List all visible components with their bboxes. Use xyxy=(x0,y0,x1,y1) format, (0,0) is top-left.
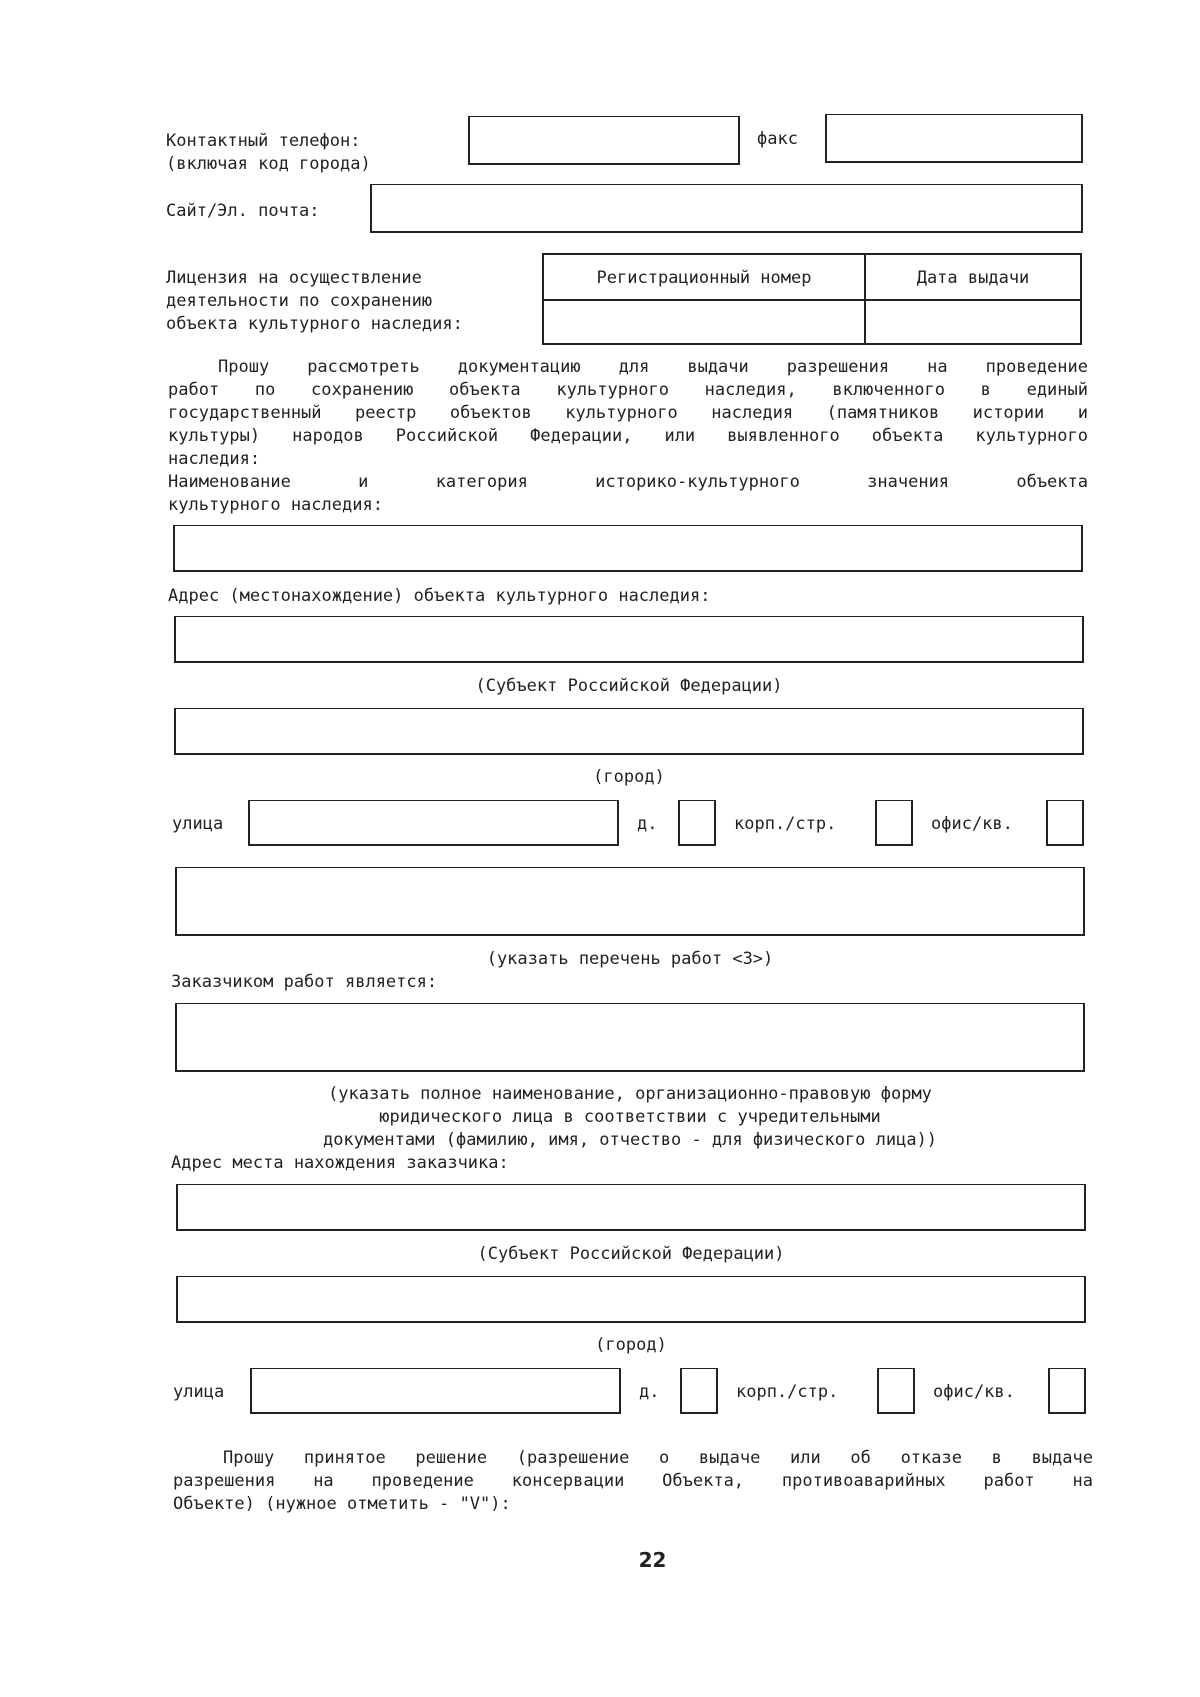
license-reg-number-field[interactable] xyxy=(544,301,864,343)
object-city-field[interactable] xyxy=(174,708,1084,755)
customer-caption-line-3: документами (фамилию, имя, отчество - для физического лица)) xyxy=(322,1130,938,1150)
license-col-reg-number: Регистрационный номер xyxy=(596,268,812,288)
object-address-label: Адрес (местонахождение) объекта культурного наследия: xyxy=(168,586,711,606)
decision-paragraph-line-2: разрешения на проведение консервации Объекта, противоаварийных работ на xyxy=(173,1471,1093,1491)
object-building-field[interactable] xyxy=(875,800,913,846)
request-paragraph-line-4: культуры) народов Российской Федерации, или выявленного объекта культурного xyxy=(168,426,1088,446)
customer-city-field[interactable] xyxy=(176,1276,1086,1323)
phone-label: Контактный телефон: xyxy=(166,131,361,151)
object-building-label: корп./стр. xyxy=(734,814,837,834)
customer-street-label: улица xyxy=(173,1382,225,1402)
license-issue-date-field[interactable] xyxy=(866,301,1080,343)
customer-building-field[interactable] xyxy=(877,1368,915,1414)
customer-house-label: д. xyxy=(639,1382,660,1402)
request-paragraph-line-3: государственный реестр объектов культурного наследия (памятников истории и xyxy=(168,403,1088,423)
customer-field[interactable] xyxy=(175,1003,1085,1072)
object-office-label: офис/кв. xyxy=(931,814,1013,834)
request-paragraph-line-5: наследия: xyxy=(168,449,261,469)
customer-building-label: корп./стр. xyxy=(736,1382,839,1402)
license-table xyxy=(542,253,1082,345)
customer-caption-line-1: (указать полное наименование, организационно-правовую форму xyxy=(328,1084,932,1104)
customer-house-field[interactable] xyxy=(680,1368,718,1414)
object-house-label: д. xyxy=(637,814,658,834)
object-name-label-line-1: Наименование и категория историко-культурного значения объекта xyxy=(168,472,1088,492)
license-label-line-1: Лицензия на осуществление xyxy=(166,268,422,288)
phone-label-note: (включая код города) xyxy=(166,154,371,174)
customer-address-label: Адрес места нахождения заказчика: xyxy=(171,1153,509,1173)
license-label-line-2: деятельности по сохранению xyxy=(166,291,433,311)
customer-subject-field[interactable] xyxy=(176,1184,1086,1231)
decision-paragraph-line-1: Прошу принятое решение (разрешение о выдаче или об отказе в выдаче xyxy=(223,1448,1093,1468)
license-col-issue-date: Дата выдачи xyxy=(916,268,1030,288)
object-subject-caption: (Субъект Российской Федерации) xyxy=(475,676,783,696)
customer-office-field[interactable] xyxy=(1048,1368,1086,1414)
phone-field[interactable] xyxy=(468,116,740,165)
object-name-field[interactable] xyxy=(173,525,1083,572)
request-paragraph-line-2: работ по сохранению объекта культурного наследия, включенного в единый xyxy=(168,380,1088,400)
works-list-field[interactable] xyxy=(175,867,1085,936)
object-house-field[interactable] xyxy=(678,800,716,846)
customer-office-label: офис/кв. xyxy=(933,1382,1015,1402)
page-number: 22 xyxy=(638,1548,667,1572)
request-paragraph-line-1: Прошу рассмотреть документацию для выдачи разрешения на проведение xyxy=(218,357,1088,377)
customer-city-caption: (город) xyxy=(595,1335,667,1355)
fax-field[interactable] xyxy=(825,114,1083,163)
customer-label: Заказчиком работ является: xyxy=(171,972,438,992)
license-label-line-3: объекта культурного наследия: xyxy=(166,314,463,334)
object-name-label-line-2: культурного наследия: xyxy=(168,495,383,515)
customer-subject-caption: (Субъект Российской Федерации) xyxy=(477,1244,785,1264)
object-subject-field[interactable] xyxy=(174,616,1084,663)
object-city-caption: (город) xyxy=(593,767,665,787)
customer-street-field[interactable] xyxy=(250,1368,621,1414)
works-list-caption: (указать перечень работ <3>) xyxy=(486,949,774,969)
site-email-label: Сайт/Эл. почта: xyxy=(166,201,320,221)
object-street-label: улица xyxy=(172,814,224,834)
object-office-field[interactable] xyxy=(1046,800,1084,846)
site-email-field[interactable] xyxy=(370,184,1083,233)
fax-label: факс xyxy=(757,129,798,149)
customer-caption-line-2: юридического лица в соответствии с учредительными xyxy=(379,1107,881,1127)
decision-paragraph-line-3: Объекте) (нужное отметить - "V"): xyxy=(173,1494,511,1514)
object-street-field[interactable] xyxy=(248,800,619,846)
